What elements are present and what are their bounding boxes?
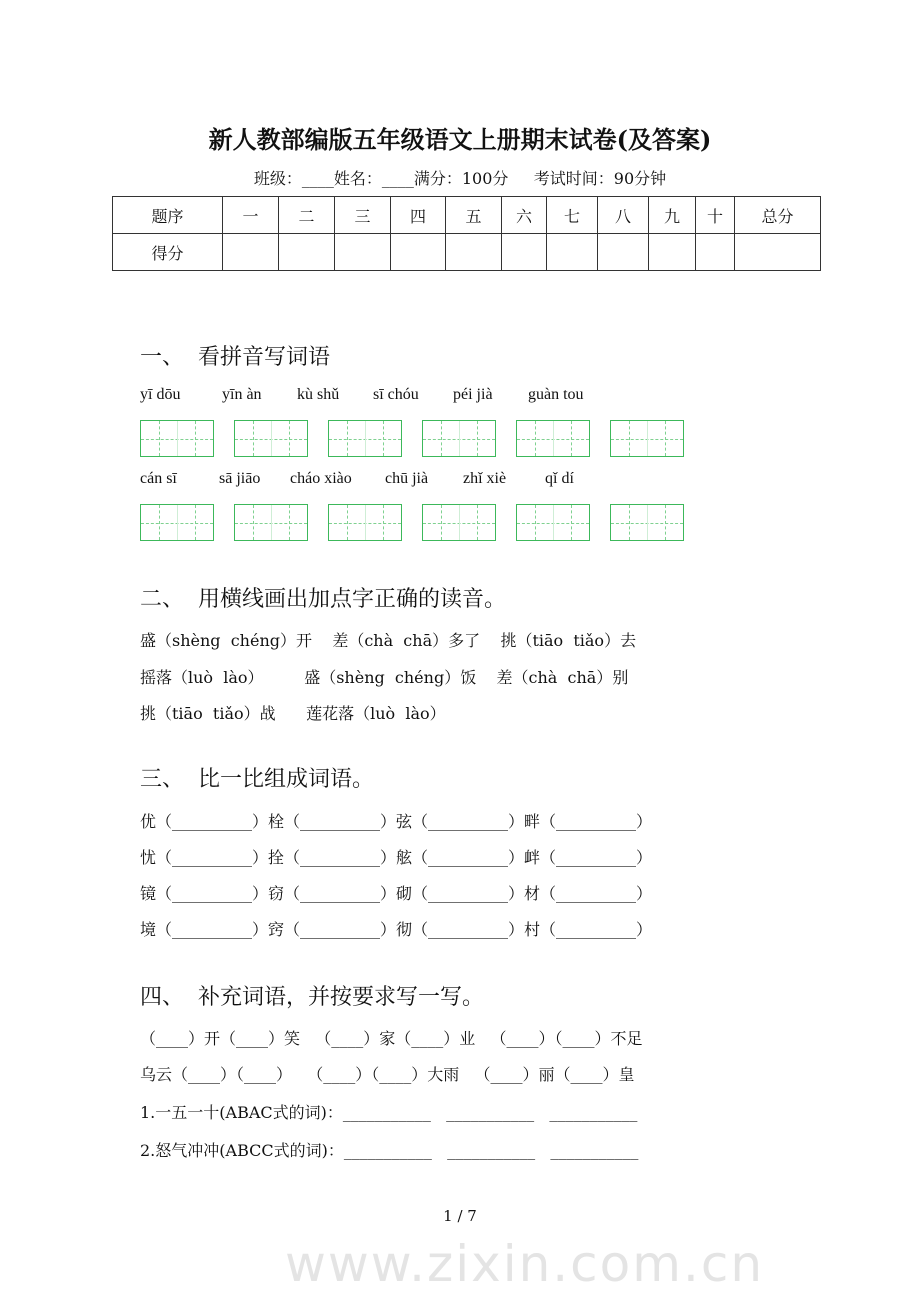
writing-grid-box[interactable] (234, 504, 308, 541)
writing-grid-box[interactable] (234, 420, 308, 457)
writing-grid-box[interactable] (328, 420, 402, 457)
score-table-header-row (113, 197, 821, 234)
pinyin-label: yīn àn (222, 386, 262, 403)
writing-grid-box[interactable] (422, 504, 496, 541)
score-cell[interactable] (547, 234, 598, 271)
writing-grid-box[interactable] (516, 420, 590, 457)
score-cell[interactable] (502, 234, 547, 271)
pinyin-label: péi jià (453, 386, 493, 403)
pinyin-label: zhǐ xiè (463, 470, 507, 487)
section4-line: 1.一五一十(ABAC式的词)：___________ ___________ ___________ (140, 1103, 638, 1122)
score-table-header-cell: 六 (502, 197, 547, 234)
score-table (112, 196, 821, 271)
score-cell[interactable] (649, 234, 696, 271)
score-table-header-cell: 十 (696, 197, 735, 234)
pinyin-label: cháo xiào (290, 470, 352, 487)
section1-heading: 一、 看拼音写词语 (140, 345, 330, 370)
score-cell[interactable] (335, 234, 391, 271)
pinyin-label: qǐ dí (545, 470, 574, 487)
page-title: 新人教部编版五年级语文上册期末试卷(及答案) (208, 125, 712, 154)
writing-grid-box[interactable] (140, 420, 214, 457)
section3-line: 忧（__________）拴（__________）舷（__________）衅（__________） (140, 848, 653, 867)
score-table-header-cell: 七 (547, 197, 598, 234)
score-cell[interactable] (446, 234, 502, 271)
score-table-header-cell: 总分 (735, 197, 821, 234)
section4-line: 乌云（____）（____） （____）（____）大雨 （____）丽（____）皇 (140, 1065, 635, 1084)
score-table-header-cell: 九 (649, 197, 696, 234)
section2-line: 挑（tiāo tiǎo）战 莲花落（luò lào） (140, 704, 446, 723)
score-cell[interactable] (696, 234, 735, 271)
score-table-header-cell: 五 (446, 197, 502, 234)
pinyin-label: sī chóu (373, 386, 419, 403)
score-table-header-cell: 四 (391, 197, 446, 234)
score-table-score-row (113, 234, 821, 271)
score-cell[interactable] (598, 234, 649, 271)
pinyin-label: kù shǔ (297, 386, 340, 403)
section2-heading: 二、 用横线画出加点字正确的读音。 (140, 587, 506, 612)
writing-grid-box[interactable] (328, 504, 402, 541)
section4-line: （____）开（____）笑 （____）家（____）业 （____）（____）不足 (140, 1029, 643, 1048)
score-table-header-cell: 二 (279, 197, 335, 234)
pinyin-label: cán sī (140, 470, 177, 487)
score-table-header-cell: 一 (223, 197, 279, 234)
section4-line: 2.怒气冲冲(ABCC式的词)：___________ ___________ ___________ (140, 1141, 639, 1160)
writing-grid-box[interactable] (140, 504, 214, 541)
section2-line: 盛（shèng chéng）开 差（chà chā）多了 挑（tiāo tiǎo）去 (140, 631, 637, 650)
section2-line: 摇落（luò lào） 盛（shèng chéng）饭 差（chà chā）别 (140, 668, 629, 687)
writing-grid-box[interactable] (610, 420, 684, 457)
writing-grid-box[interactable] (422, 420, 496, 457)
pinyin-label: chū jià (385, 470, 429, 487)
score-cell[interactable] (279, 234, 335, 271)
score-table-header-cell: 三 (335, 197, 391, 234)
score-table-header-cell: 题序 (113, 197, 223, 234)
section3-line: 优（__________）栓（__________）弦（__________）畔（__________） (140, 812, 653, 831)
score-cell[interactable] (735, 234, 821, 271)
exam-info: 班级：____姓名：____满分：100分 考试时间：90分钟 (253, 169, 667, 188)
section3-heading: 三、 比一比组成词语。 (140, 767, 374, 792)
section3-line: 镜（__________）窃（__________）砌（__________）材（__________） (140, 884, 653, 903)
pinyin-label: yī dōu (140, 386, 181, 403)
watermark: www.zixin.com.cn (285, 1235, 765, 1293)
score-cell[interactable] (223, 234, 279, 271)
writing-grid-box[interactable] (516, 504, 590, 541)
score-table-header-cell: 八 (598, 197, 649, 234)
score-cell[interactable] (391, 234, 446, 271)
pinyin-label: guàn tou (528, 386, 584, 403)
section3-line: 境（__________）窍（__________）彻（__________）村（__________） (140, 920, 653, 939)
page-number: 1 / 7 (443, 1207, 477, 1225)
score-row-label: 得分 (113, 234, 223, 271)
section4-heading: 四、 补充词语，并按要求写一写。 (140, 985, 484, 1010)
writing-grid-box[interactable] (610, 504, 684, 541)
pinyin-label: sā jiāo (219, 470, 261, 487)
